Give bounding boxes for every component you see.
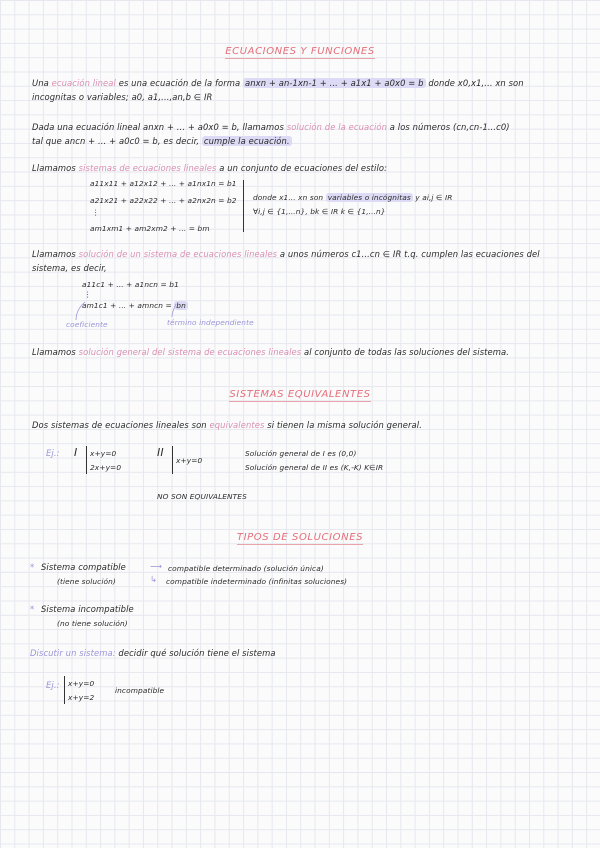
option-compatible-determinado: compatible determinado (solución única)	[168, 564, 324, 573]
system-I-row1: x+y=0	[90, 449, 117, 458]
section-title-tipos: TIPOS DE SOLUCIONES	[236, 532, 364, 543]
solution-general-I: Solución general de I es (0,0)	[245, 449, 357, 458]
term-sistemas: sistemas de ecuaciones lineales	[78, 163, 217, 173]
system-row-2: a21x21 + a22x22 + ... + a2nx2n = b2	[90, 196, 237, 205]
arrow-branch-icon: ↳	[150, 574, 158, 584]
label-tiene-solucion: (tiene solución)	[57, 577, 116, 586]
system-II-bar	[172, 446, 173, 474]
term-discutir: Discutir un sistema:	[30, 648, 116, 658]
system-note-1: donde x1... xn son variables o incógnitas y ai,j ∈ IR	[253, 193, 453, 202]
conclusion-no-equivalentes: NO SON EQUIVALENTES	[157, 492, 247, 501]
system-row-1: a11x11 + a12x12 + ... + a1nx1n = b1	[90, 179, 237, 188]
example-label-1: Ej.:	[46, 448, 60, 458]
system-I-bar	[86, 446, 87, 474]
example-2-row2: x+y=2	[68, 693, 95, 702]
system-note-2: ∀i,j ∈ {1,...n}, bk ∈ IR k ∈ {1,...n}	[253, 207, 386, 216]
system-divider	[243, 180, 244, 232]
star-icon: *	[30, 562, 35, 572]
example-2-row1: x+y=0	[68, 679, 95, 688]
system-II-label: II	[157, 446, 164, 459]
paragraph-solucion-ecuacion: Dada una ecuación lineal anxn + ... + a0x0 = b, llamamos solución de la ecuación a los números (cn,cn-1...c0)	[32, 122, 510, 132]
example-2-result: incompatible	[115, 686, 165, 695]
label-no-tiene-solucion: (no tiene solución)	[57, 619, 128, 628]
label-sistema-compatible: Sistema compatible	[41, 562, 126, 572]
solution-row-1: a11c1 + ... + a1ncn = b1	[82, 280, 179, 289]
example-label-2: Ej.:	[46, 680, 60, 690]
highlight-cumple: cumple la ecuación.	[203, 136, 290, 146]
term-solucion-ecuacion: solución de la ecuación	[286, 122, 388, 132]
term-equivalentes: equivalentes	[209, 420, 265, 430]
section-title-ecuaciones: ECUACIONES Y FUNCIONES	[225, 46, 375, 57]
system-II-row1: x+y=0	[176, 456, 203, 465]
system-row-m: am1xm1 + am2xm2 + ... = bm	[90, 224, 210, 233]
solution-row-dots: ⋮	[84, 290, 92, 299]
paragraph-solucion-ecuacion-line2: tal que ancn + ... + a0c0 = b, es decir, cumple la ecuación.	[32, 136, 290, 146]
system-row-dots: ⋮	[92, 208, 100, 217]
formula-ecuacion: anxn + an-1xn-1 + ... + a1x1 + a0x0 = b	[245, 78, 424, 88]
paragraph-ecuacion-lineal-line2: incognitas o variables; a0, a1,...,an,b ∈ IR	[32, 92, 213, 102]
term-solucion-general: solución general del sistema de ecuaciones lineales	[78, 347, 302, 357]
term-ecuacion-lineal: ecuación lineal	[51, 78, 116, 88]
paragraph-solucion-general: Llamamos solución general del sistema de ecuaciones lineales al conjunto de todas las soluciones del sistema.	[32, 347, 510, 357]
paragraph-discutir: Discutir un sistema: decidir qué solución tiene el sistema	[30, 648, 276, 658]
solution-row-m: am1c1 + ... + amncn = bn	[82, 301, 186, 310]
section-title-equivalentes: SISTEMAS EQUIVALENTES	[229, 389, 371, 400]
label-sistema-incompatible: Sistema incompatible	[41, 604, 134, 614]
example-2-bar	[64, 676, 65, 704]
label-coeficiente: coeficiente	[66, 320, 108, 329]
paragraph-sistemas: Llamamos sistemas de ecuaciones lineales a un conjunto de ecuaciones del estilo:	[32, 163, 388, 173]
paragraph-ecuacion-lineal: Una ecuación lineal es una ecuación de la forma anxn + an-1xn-1 + ... + a1x1 + a0x0 = b donde x0,x1,... xn son	[32, 78, 524, 88]
option-compatible-indeterminado: compatible indeterminado (infinitas soluciones)	[166, 577, 348, 586]
paragraph-equivalentes: Dos sistemas de ecuaciones lineales son equivalentes si tienen la misma solución general.	[32, 420, 422, 430]
solution-general-II: Solución general de II es (K,-K) K∈IR	[245, 463, 384, 472]
paragraph-solucion-sistema-line2: sistema, es decir,	[32, 263, 107, 273]
label-termino-independiente: término independiente	[167, 318, 254, 327]
term-solucion-sistema: solución de un sistema de ecuaciones lineales	[78, 249, 278, 259]
paragraph-solucion-sistema: Llamamos solución de un sistema de ecuaciones lineales a unos números c1...cn ∈ IR t.q. cumplen las ecuaciones del	[32, 249, 540, 259]
system-I-label: I	[74, 446, 78, 459]
star-icon-2: *	[30, 604, 35, 614]
system-I-row2: 2x+y=0	[90, 463, 122, 472]
arrow-right-icon: ⟶	[150, 561, 163, 571]
